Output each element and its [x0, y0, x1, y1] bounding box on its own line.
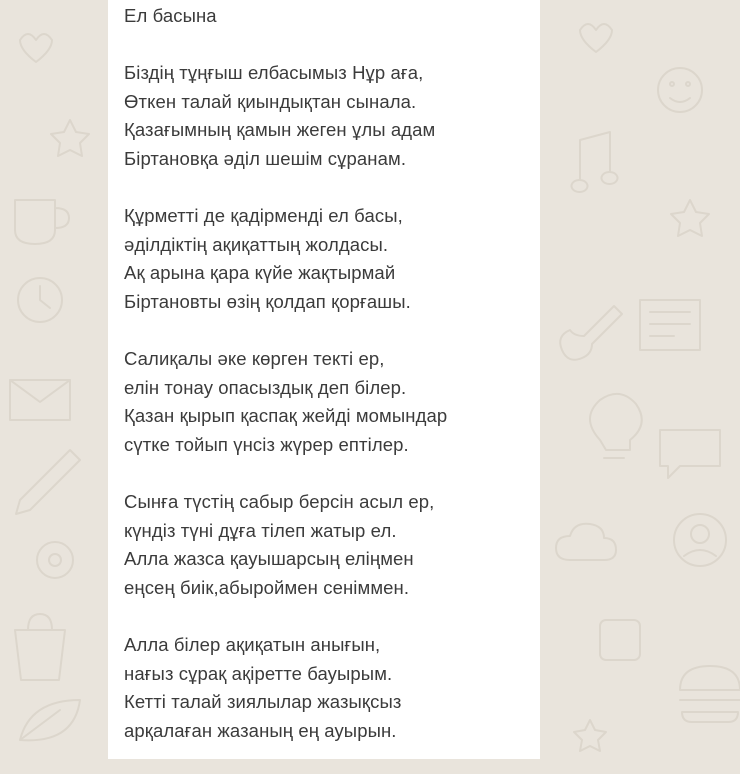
verse-line: Қазан қырып қаспақ жейді момындар	[124, 405, 448, 427]
verse-line: Біртановқа әділ шешім сұранам.	[124, 147, 407, 169]
stanza-3	[124, 345, 532, 459]
burger-icon	[680, 666, 740, 722]
envelope-icon	[10, 380, 70, 420]
square-icon	[600, 620, 640, 660]
heart-icon	[580, 24, 612, 52]
verse-line: арқалаған жазаның ең ауырын.	[124, 719, 397, 741]
pencil-icon	[16, 450, 80, 514]
verse-line: Ақ арына қара күйе жақтырмай	[124, 262, 396, 284]
stanza-2	[124, 202, 532, 316]
newspaper-icon	[640, 300, 700, 350]
circle-icon	[37, 542, 73, 578]
verse-line: Өткен талай қиындықтан сынала.	[124, 90, 417, 112]
music-note-icon	[572, 132, 618, 192]
smiley-icon	[658, 68, 702, 112]
stanza-4	[124, 488, 532, 602]
verse-line: Салиқалы әке көрген текті ер,	[124, 348, 385, 370]
star-icon	[671, 200, 709, 236]
cup-icon	[15, 200, 69, 244]
verse-line: сүтке тойып үнсіз жүрер ептілер.	[124, 433, 409, 455]
verse-line: Алла жазса қауышарсың елiңмен	[124, 548, 414, 570]
guitar-icon	[560, 306, 622, 360]
leaf-icon	[20, 700, 80, 740]
clock-icon	[18, 278, 62, 322]
chat-bubble-icon	[660, 430, 720, 478]
cloud-icon	[556, 524, 616, 560]
verse-line: еңсең биік,абыроймен сеніммен.	[124, 576, 410, 598]
verse-line: елін тонау опасыздық деп білер.	[124, 376, 407, 398]
verse-line: күндіз түні дұға тілеп жатыр ел.	[124, 519, 397, 541]
message-text	[124, 2, 532, 774]
message-bubble	[108, 0, 540, 759]
person-icon	[674, 514, 726, 566]
stanza-5	[124, 631, 532, 745]
bag-icon	[15, 614, 65, 680]
verse-line: Қазағымның қамын жеген ұлы адам	[124, 119, 436, 141]
star-icon	[574, 720, 606, 751]
verse-line: әділдіктің ақиқаттың жолдасы.	[124, 233, 389, 255]
message-title	[124, 2, 532, 31]
star-icon	[51, 120, 89, 156]
verse-line: Алла білер ақиқатын анығын,	[124, 634, 381, 656]
lightbulb-icon	[590, 394, 642, 458]
message-title-line: Ел басына	[124, 5, 217, 26]
stanza-1	[124, 59, 532, 173]
verse-line: Біртановты өзің қолдап қорғашы.	[124, 290, 411, 312]
heart-icon	[20, 34, 52, 62]
verse-line: Біздің тұңғыш елбасымыз Нұр аға,	[124, 62, 424, 84]
verse-line: Сынға түстің сабыр берсін асыл ер,	[124, 491, 435, 513]
verse-line: Кетті талай зиялылар жазықсыз	[124, 691, 402, 713]
verse-line: Құрметті де қадірменді ел басы,	[124, 205, 403, 227]
verse-line: нағыз сұрақ ақіретте бауырым.	[124, 662, 393, 684]
